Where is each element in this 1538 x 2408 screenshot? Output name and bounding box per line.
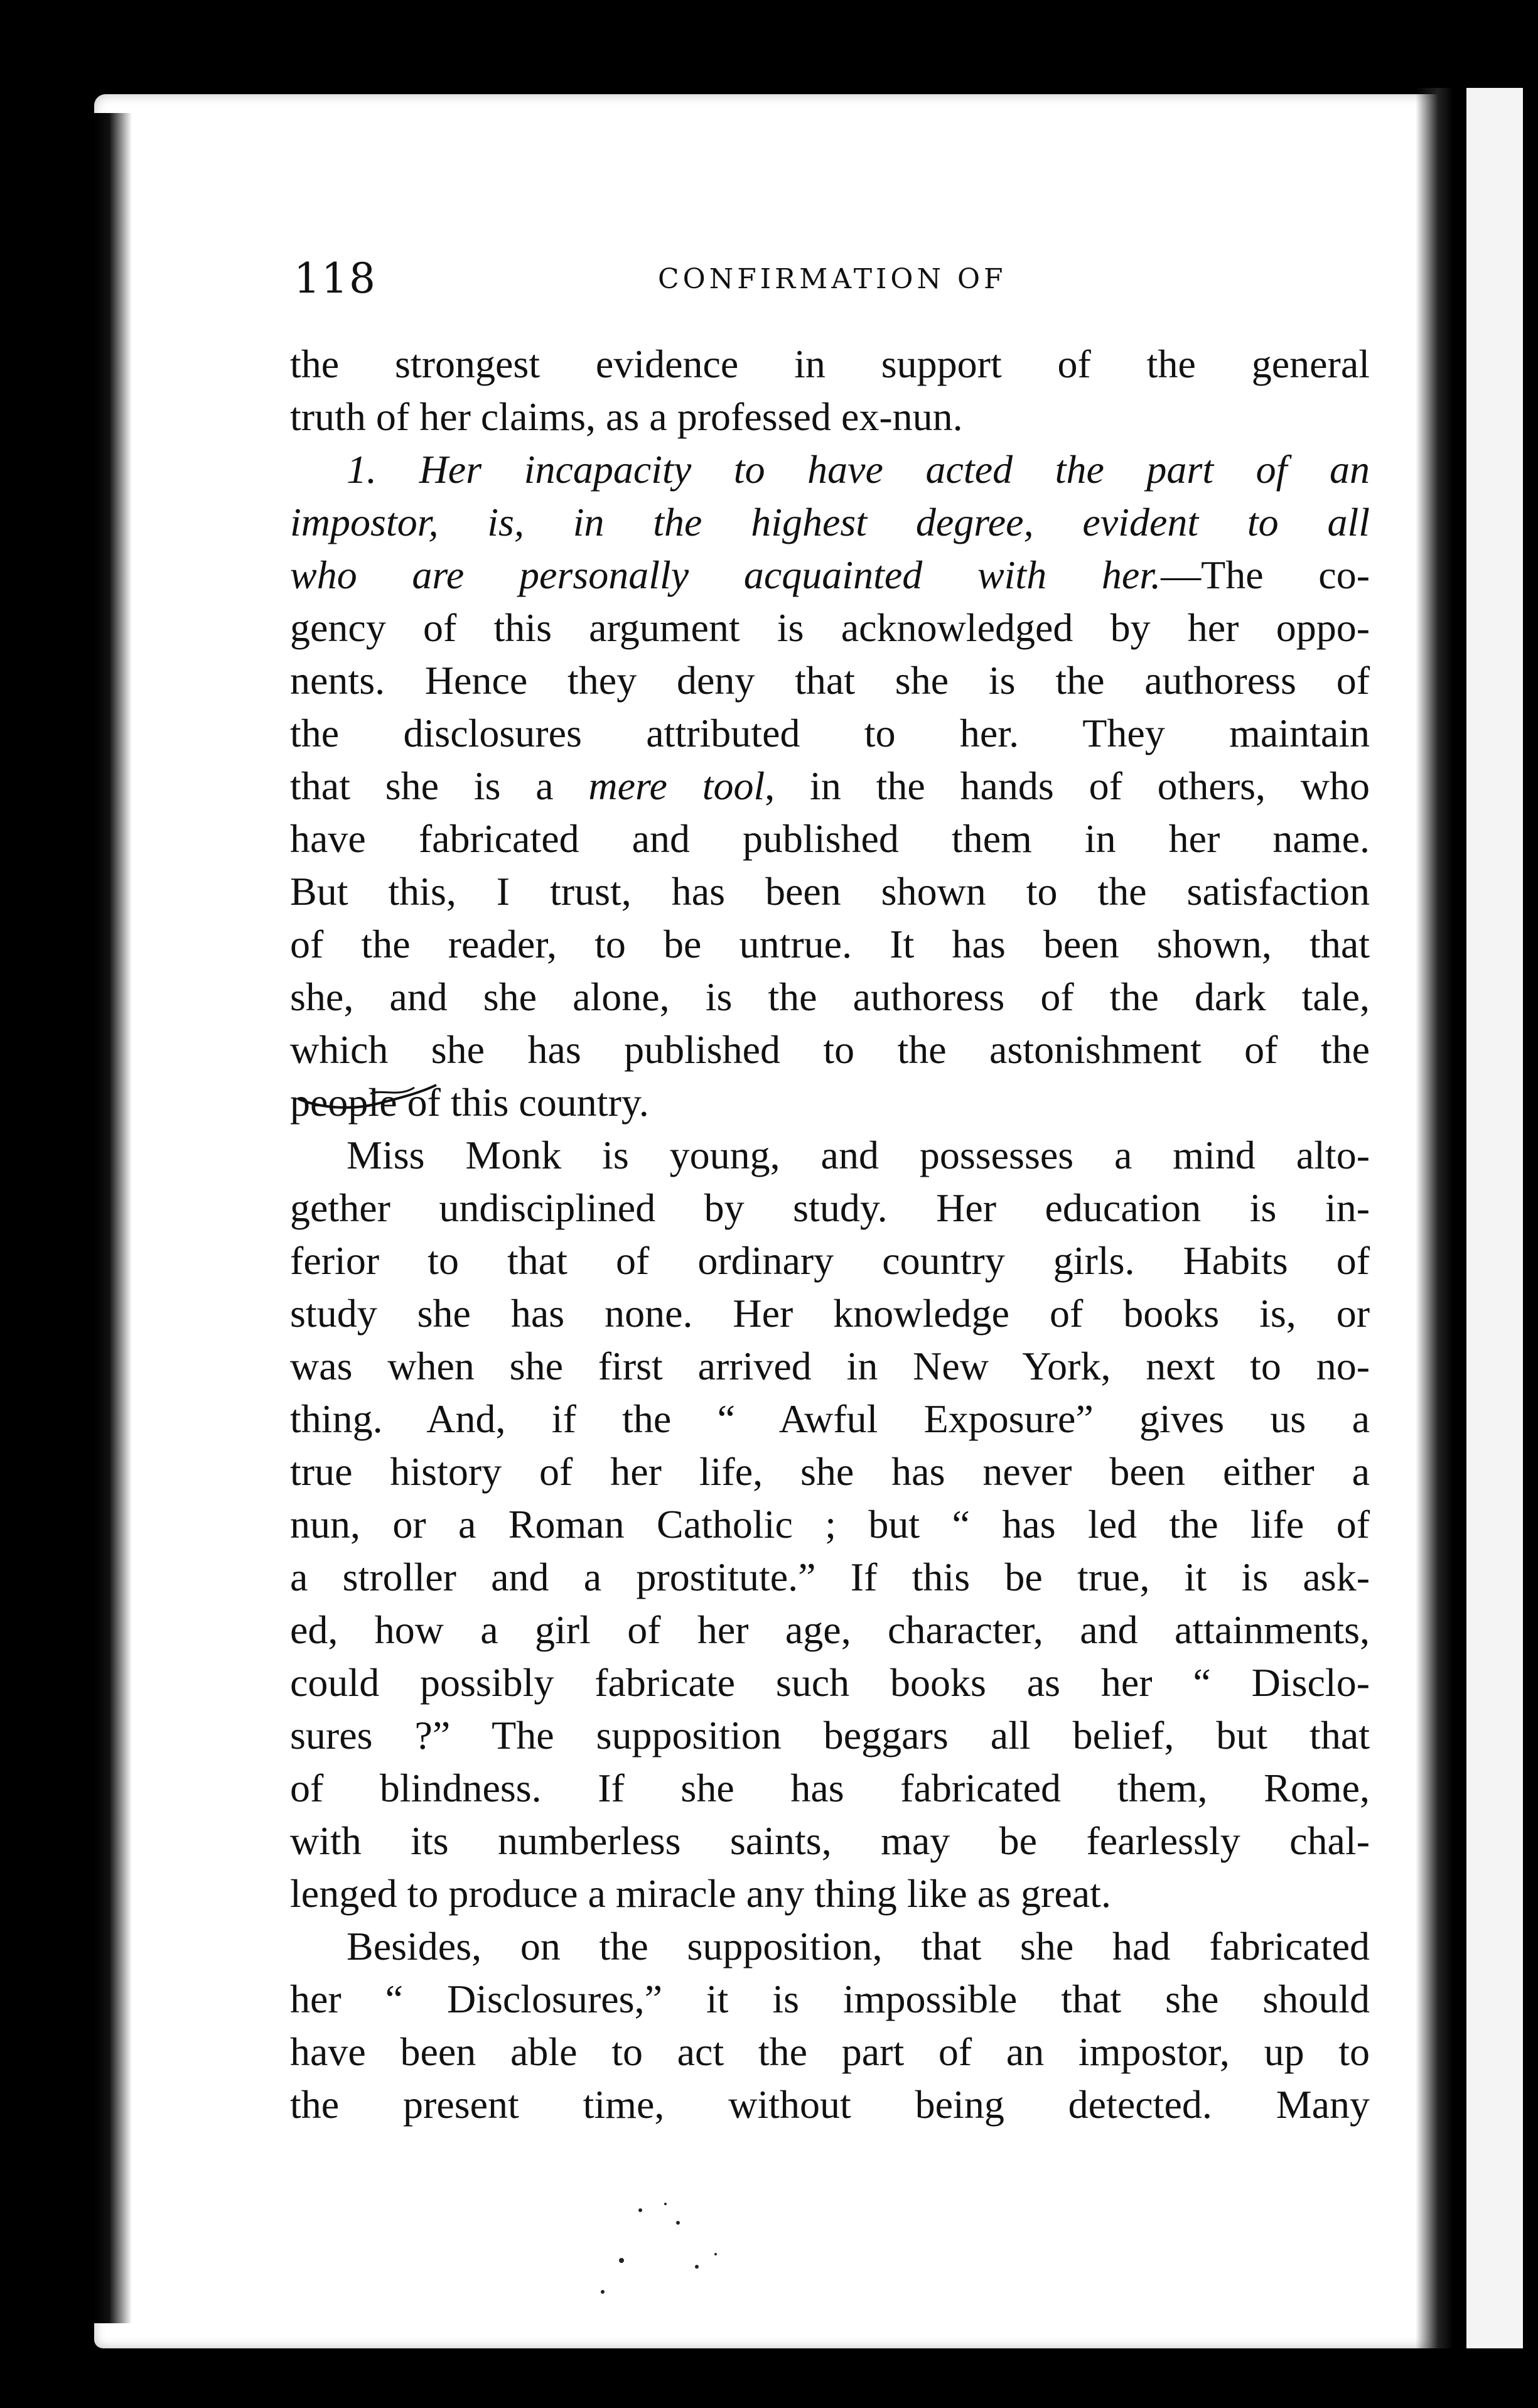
text-line: Miss Monk is young, and possesses a mind alto- (347, 1133, 1370, 1177)
text-line: study she has none. Her knowledge of books is, or (290, 1291, 1370, 1336)
text-line: 1. Her incapacity to have acted the part of an (347, 447, 1370, 492)
text-line: the strongest evidence in support of the general (290, 342, 1370, 386)
text-line: Besides, on the supposition, that she had fabricated (347, 1924, 1370, 1968)
text-line: was when she first arrived in New York, next to no- (290, 1344, 1370, 1388)
text-line: her “ Disclosures,” it is impossible that she should (290, 1977, 1370, 2021)
adjacent-page-edge (1463, 88, 1523, 2348)
text-line: ferior to that of ordinary country girls. Habits of (290, 1238, 1370, 1283)
text-line: have fabricated and published them in her name. (290, 816, 1370, 861)
text-fragment: that she is a (290, 764, 589, 808)
right-edge-shadow (1416, 88, 1453, 2348)
text-line: with its numberless saints, may be fearlessly chal- (290, 1818, 1370, 1863)
page-number: 118 (294, 254, 377, 303)
text-line: the present time, without being detected. Many (290, 2082, 1370, 2127)
text-line: nun, or a Roman Catholic ; but “ has led the life of (290, 1502, 1370, 1547)
text-line: But this, I trust, has been shown to the satisfaction (290, 869, 1370, 914)
text-line: gether undisciplined by study. Her education is in- (290, 1185, 1370, 1230)
body-text (290, 338, 1370, 2131)
text-line: people of this country. (290, 1080, 649, 1125)
text-line: sures ?” The supposition beggars all belief, but that (290, 1713, 1370, 1757)
text-line: ed, how a girl of her age, character, and attainments, (290, 1607, 1370, 1652)
text-line: which she has published to the astonishment of the (290, 1027, 1370, 1072)
text-line: of the reader, to be untrue. It has been shown, that (290, 922, 1370, 966)
text-line (290, 760, 1370, 813)
ink-scribble-mark (295, 1080, 439, 1111)
italic-phrase: who are personally acquainted with her. (290, 553, 1161, 597)
text-line: impostor, is, in the highest degree, evident to all (290, 500, 1370, 544)
text-line: nents. Hence they deny that she is the authoress of (290, 658, 1370, 703)
text-line: gency of this argument is acknowledged by her oppo- (290, 605, 1370, 650)
text-line: thing. And, if the “ Awful Exposure” gives us a (290, 1396, 1370, 1441)
text-line: she, and she alone, is the authoress of the dark tale, (290, 975, 1370, 1019)
text-line: of blindness. If she has fabricated them, Rome, (290, 1766, 1370, 1810)
text-line: true history of her life, she has never been either a (290, 1449, 1370, 1494)
left-binding-shadow (94, 113, 132, 2323)
running-head-title: CONFIRMATION OF (658, 263, 1007, 295)
text-line: truth of her claims, as a professed ex-nun. (290, 394, 963, 439)
running-head (294, 254, 1361, 311)
text-line: the disclosures attributed to her. They maintain (290, 711, 1370, 755)
text-fragment: , in the hands of others, who (765, 764, 1370, 808)
text-line: have been able to act the part of an impostor, up to (290, 2029, 1370, 2074)
text-fragment: —The co- (1161, 553, 1370, 597)
text-line: lenged to produce a miracle any thing like as great. (290, 1871, 1111, 1916)
text-line (290, 549, 1370, 602)
scan-specks (565, 2185, 879, 2311)
text-line: a stroller and a prostitute.” If this be true, it is ask- (290, 1555, 1370, 1599)
italic-phrase: mere tool (588, 764, 765, 808)
text-line: could possibly fabricate such books as her “ Disclo- (290, 1660, 1370, 1705)
